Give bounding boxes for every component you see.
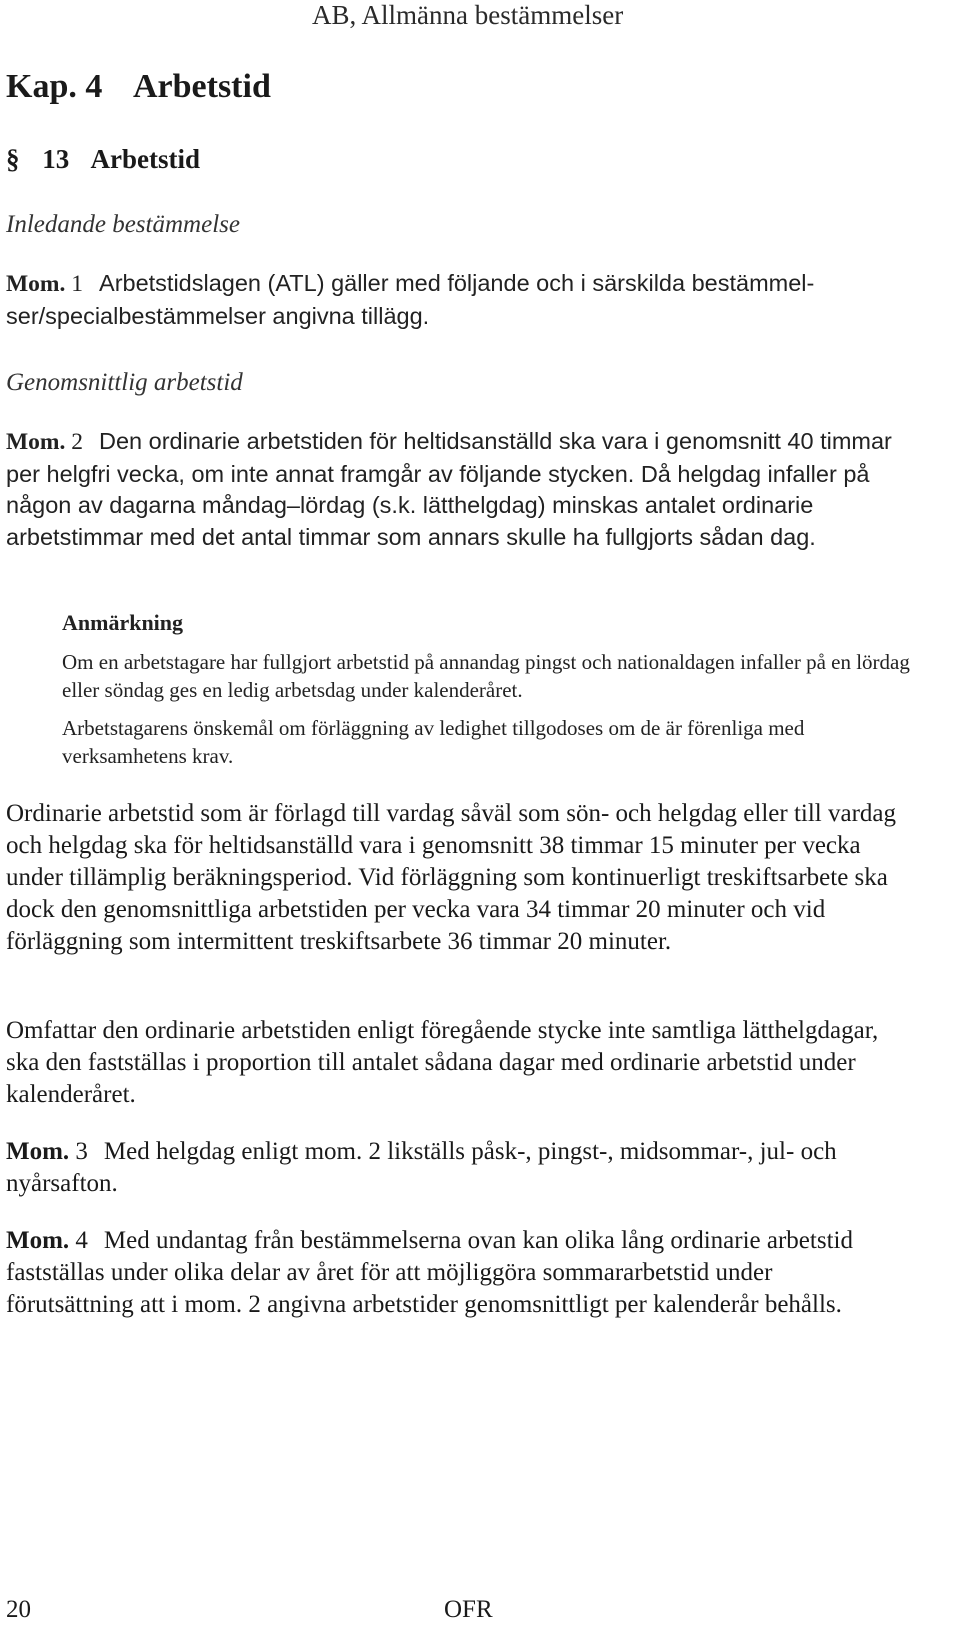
note-heading: Anmärkning [62, 610, 184, 635]
chapter-heading [6, 68, 960, 106]
mom-4-label: Mom. 4 [6, 1227, 88, 1254]
note-paragraph-1: Om en arbetstagare har fullgjort arbetstid på annandag pingst och nationaldagen infaller på en lördag eller söndag ges en ledig arbetsdag under kalenderåret. [62, 650, 910, 702]
page-number: 20 [6, 1596, 31, 1623]
subheading-genomsnittlig: Genomsnittlig arbetstid [6, 369, 243, 396]
paragraph-omfattar: Omfattar den ordinarie arbetstiden enligt föregående stycke inte samtliga lätthelgdagar, ska den fastställas i proportion till antalet sådana dagar med ordinarie arbetstid under kalenderåret. [6, 1017, 879, 1108]
mom-1-text: Arbetstidslagen (ATL) gäller med följande och i särskilda bestämmelser/specialbestämmelser angivna tillägg. [6, 270, 815, 329]
mom-4-text: Med undantag från bestämmelserna ovan kan olika lång ordinarie arbetstid fastställas under olika delar av året för att möjliggöra sommararbetstid under förutsättning att i mom. 2 angivna arbetstider genomsnittligt per kalenderår behålls. [6, 1227, 853, 1318]
mom-3-text: Med helgdag enligt mom. 2 likställs påsk-, pingst-, midsommar-, jul- och nyårsafton. [6, 1138, 837, 1197]
mom-4-paragraph [6, 1225, 906, 1321]
mom-2-label: Mom. 2 [6, 429, 84, 455]
chapter-number: 4 [85, 68, 103, 105]
mom-2-paragraph [6, 426, 921, 553]
mom-3-paragraph [6, 1136, 906, 1200]
mom-1-label: Mom. 1 [6, 271, 84, 297]
section-symbol: § [6, 144, 20, 174]
subheading-inledande: Inledande bestämmelse [6, 211, 240, 238]
paragraph-ordinarie: Ordinarie arbetstid som är förlagd till vardag såväl som sön- och helgdag eller till vardag och helgdag ska för heltidsanställd vara i genomsnitt 38 timmar 15 minuter per vecka under tillämplig beräkningsperiod. Vid förläggning som kontinuerligt treskiftsarbete ska dock den genomsnittliga arbetstiden per vecka vara 34 timmar 20 minuter och vid förläggning som intermittent treskiftsarbete 36 timmar 20 minuter. [6, 800, 897, 955]
running-header: AB, Allmänna bestämmelser [312, 0, 624, 30]
note-paragraph-2: Arbetstagarens önskemål om förläggning av ledighet tillgodoses om de är förenliga med verksamhetens krav. [62, 716, 805, 768]
mom-2-text: Den ordinarie arbetstiden för heltidsanställd ska vara i genomsnitt 40 timmar per helgfri vecka, om inte annat framgår av följande stycken. Då helgdag infaller på någon av dagarna måndag–lördag (s.k. lätthelgdag) minskas antalet ordinarie arbetstimmar med det antal timmar som annars skulle ha fullgjorts sådan dag. [6, 428, 892, 550]
chapter-title: Arbetstid [132, 68, 271, 105]
chapter-label: Kap. [6, 68, 77, 105]
publisher-footer: OFR [444, 1596, 493, 1623]
mom-1-paragraph [6, 268, 921, 332]
section-number: 13 [42, 144, 70, 174]
section-title: Arbetstid [90, 144, 201, 174]
section-heading [6, 144, 960, 175]
mom-3-label: Mom. 3 [6, 1138, 88, 1165]
